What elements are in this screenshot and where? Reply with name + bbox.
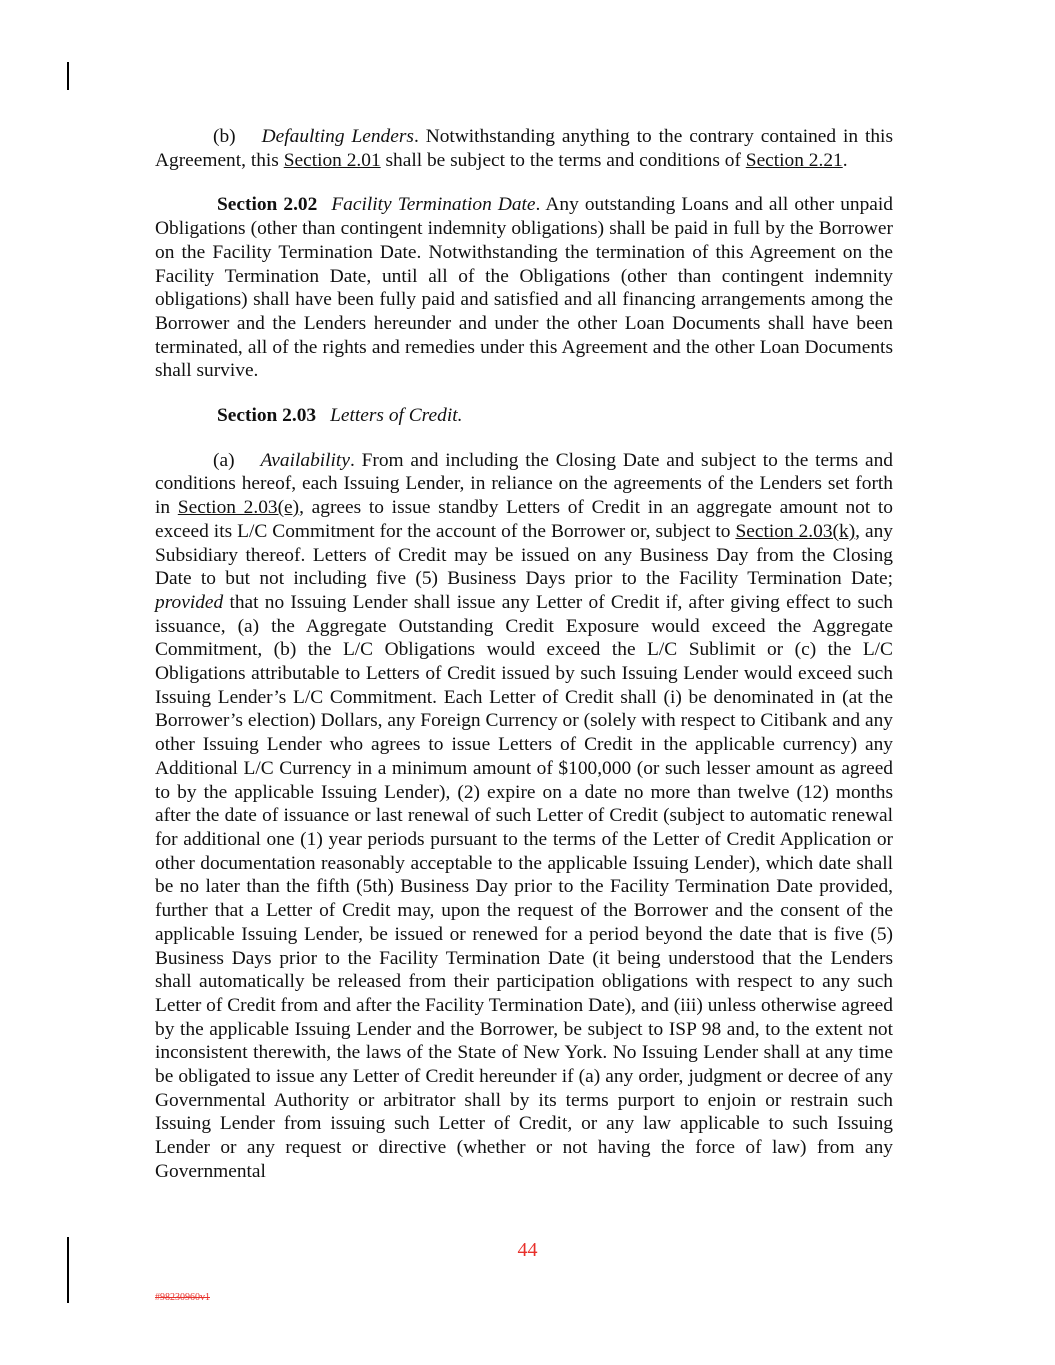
- section-title: Facility Termination Date: [331, 194, 536, 216]
- paragraph-availability: [155, 449, 893, 1184]
- paragraph-text: that no Issuing Lender shall issue any Letter of Credit if, after giving effect to such issuance, (a) the Aggregate Outstanding Credit Exposure would exceed the Aggregate Commitment, (b) the L/C Obligations would exceed the L/C Sublimit or (c) the L/C Obligations attributable to Letters of Credit issued by such Issuing Lender would exceed such Issuing Lender’s L/C Commitment. Each Letter of Credit shall (i) be denominated in (at the Borrower’s election) Dollars, any Foreign Currency or (solely with respect to Citibank and any other Issuing Lender who agrees to issue Letters of Credit in the applicable currency) any Additional L/C Currency in a minimum amount of $100,000 (or such lesser amount as agreed to by the applicable Issuing Lender), (2) expire on a date no more than twelve (12) months after the date of issuance or last renewal of such Letter of Credit (subject to automatic renewal for additional one (1) year periods pursuant to the terms of the Letter of Credit Application or other documentation reasonably acceptable to the applicable Issuing Lender), which date shall be no later than the fifth (5th) Business Day prior to the Facility Termination Date provided, further that a Letter of Credit may, upon the request of the Borrower and the consent of the applicable Issuing Lender, be issued or renewed for a period beyond the date that is five (5) Business Days prior to the Facility Termination Date (it being understood that the Lenders shall automatically be released from their participation obligations with respect to any such Letter of Credit from and after the Facility Termination Date), and (iii) unless otherwise agreed by the applicable Issuing Lender and the Borrower, be subject to ISP 98 and, to the extent not inconsistent therewith, the laws of the State of New York. No Issuing Lender shall at any time be obligated to issue any Letter of Credit hereunder if (a) any order, judgment or decree of any Governmental Authority or arbitrator shall by its terms purport to enjoin or restrain such Issuing Lender from issuing such Letter of Credit, or any law applicable to such Issuing Lender or any request or directive (whether or not having the force of law) from any Governmental: [155, 591, 893, 1182]
- paragraph-text: , agrees to issue standby Letters of Credit in an aggregate amount not to exceed its L/C Commitment for the account of the Borrower or, subject to: [155, 497, 894, 542]
- paragraph-label: (a): [213, 449, 235, 471]
- section-reference-link: Section 2.01: [283, 149, 381, 171]
- paragraph-text: . From and including the Closing Date and subject to the terms and conditions hereof, each Issuing Lender, in reliance on the agreements of the Lenders set forth in: [155, 449, 893, 519]
- paragraph-defaulting-lenders: [155, 125, 893, 172]
- section-heading: Section 2.03: [217, 405, 317, 427]
- section-title: Letters of Credit.: [330, 405, 463, 427]
- section-reference-link: Section 2.21: [745, 149, 843, 171]
- paragraph-title: Defaulting Lenders: [261, 126, 414, 147]
- paragraph-text: .: [842, 149, 848, 171]
- paragraph-text: shall be subject to the terms and conditions of: [380, 149, 746, 171]
- paragraph-text: , any Subsidiary thereof. Letters of Credit may be issued on any Business Day from the Closing Date to but not including five (5) Business Days prior to the Facility Termination Date;: [155, 520, 893, 590]
- change-bar-top: [67, 62, 69, 90]
- provided-term: provided: [155, 591, 224, 613]
- document-id: #98230960v1: [155, 1292, 210, 1303]
- document-body: [155, 125, 893, 1205]
- section-reference-link: Section 2.03(e): [177, 497, 300, 519]
- paragraph-label: (b): [213, 126, 236, 147]
- section-2-03: [155, 404, 893, 428]
- section-heading: Section 2.02: [217, 194, 318, 216]
- section-2-02: [155, 193, 893, 383]
- page-number: 44: [517, 1239, 538, 1261]
- paragraph-title: Availability: [260, 449, 350, 471]
- section-reference-link: Section 2.03(k): [735, 520, 856, 542]
- paragraph-text: . Notwithstanding anything to the contrary contained in this Agreement, this: [155, 126, 893, 171]
- section-body: . Any outstanding Loans and all other unpaid Obligations (other than contingent indemnity obligations) shall be paid in full by the Borrower on the Facility Termination Date. Notwithstanding the termination of this Agreement on the Facility Termination Date, until all of the Obligations (other than contingent indemnity obligations) shall have been fully paid and satisfied and all financing arrangements among the Borrower and the Lenders hereunder and under the other Loan Documents shall have been terminated, all of the rights and remedies under this Agreement and the other Loan Documents shall survive.: [155, 194, 893, 382]
